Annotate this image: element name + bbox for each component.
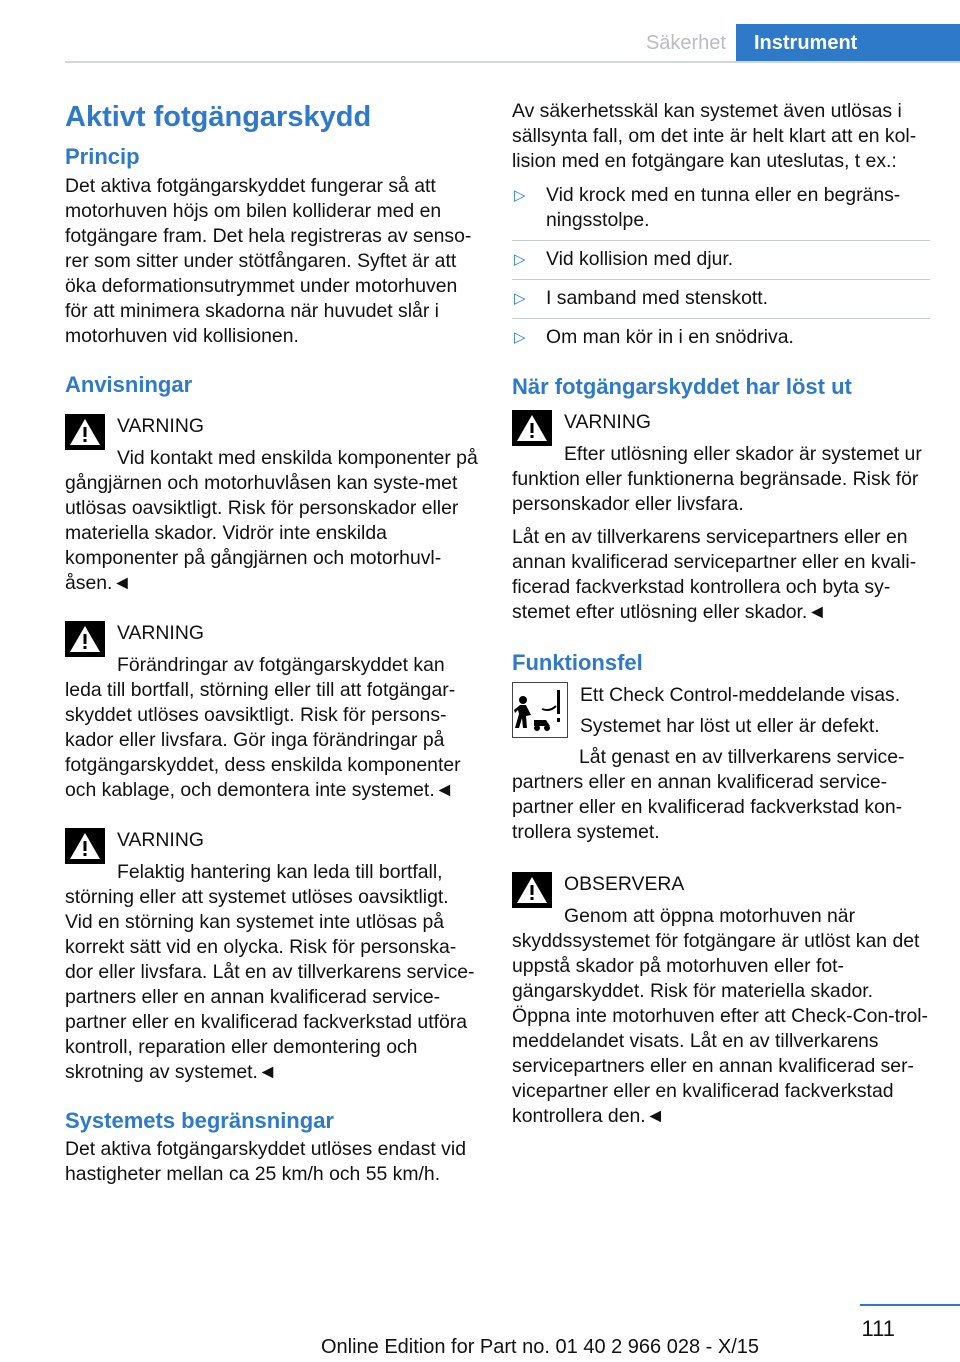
warning-text: Efter utlösning eller skador är systemet ur funktion eller funktionerna begränsade. Risk för personskador eller livsfara. — [512, 443, 922, 515]
list-item-text: Om man kör in i en snödriva. — [546, 326, 794, 348]
header-rule — [65, 61, 960, 63]
list-item — [512, 286, 930, 319]
warning-triangle-icon — [512, 410, 552, 446]
header-tabs — [626, 24, 960, 62]
fel-line-1: Ett Check Control-meddelande visas. — [580, 684, 901, 706]
heading-begransningar: Systemets begränsningar — [65, 1108, 334, 1133]
intro-text: Av säkerhetsskäl kan systemet även utlösas i sällsynta fall, om det inte är helt klart att en kol-lision med en fotgängare kan uteslutas, t ex.: — [512, 100, 917, 172]
page-title: Aktivt fotgängarskydd — [65, 101, 372, 133]
footer-edition: Online Edition for Part no. 01 40 2 966 028 - X/15 — [320, 1336, 760, 1358]
warning-note-3 — [65, 821, 480, 1085]
fel-line-3: Låt genast en av tillverkarens service-partners eller en annan kvalificerad service-partner eller en kvalificerad fackverkstad kon-trollera systemet. — [512, 746, 905, 843]
warning-triangle-icon — [65, 414, 105, 450]
tab-sakerhet[interactable]: Säkerhet — [626, 24, 736, 62]
right-column — [512, 96, 930, 1129]
warning-triangle-icon — [65, 828, 105, 864]
funktionsfel-block — [512, 679, 930, 845]
warning-text: Förändringar av fotgängarskyddet kan leda till bortfall, störning eller till att fotgängar-skyddet utlöses oavsiktligt. Risk för persons-kador eller livsfara. Gör inga förändringar på fotgängarskyddet, dess enskilda komponenter och kablage, och demontera inte systemet.◄ — [65, 654, 461, 801]
heading-funktionsfel: Funktionsfel — [512, 650, 643, 675]
bullet-triangle-icon: ▷ — [514, 251, 526, 268]
begransningar-text: Det aktiva fotgängarskyddet utlöses endast vid hastigheter mellan ca 25 km/h och 55 km/h. — [65, 1138, 466, 1185]
bullet-list — [512, 183, 930, 357]
warning-label: VARNING — [117, 415, 204, 437]
pedestrian-protection-icon — [512, 682, 568, 738]
list-item-text: Vid kollision med djur. — [546, 248, 734, 270]
heading-princip: Princip — [65, 144, 140, 169]
tab-instrument[interactable]: Instrument — [736, 24, 960, 62]
page-number: 111 — [861, 1316, 895, 1341]
bullet-triangle-icon: ▷ — [514, 187, 526, 204]
left-column — [65, 96, 480, 1187]
list-item-text: I samband med stenskott. — [546, 287, 769, 309]
fel-line-2: Systemet har löst ut eller är defekt. — [580, 715, 880, 737]
list-item — [512, 183, 930, 241]
warning-note-2 — [65, 614, 480, 803]
warning-label: VARNING — [117, 622, 204, 644]
warning-note-1 — [65, 407, 480, 596]
heading-lost-ut: När fotgängarskyddet har löst ut — [512, 374, 852, 399]
observera-label: OBSERVERA — [564, 873, 685, 895]
list-item-text: Vid krock med en tunna eller en begräns-ningsstolpe. — [546, 184, 901, 231]
princip-text: Det aktiva fotgängarskyddet fungerar så att motorhuven höjs om bilen kolliderar med en fotgängare fram. Det hela registreras av senso-rer som sitter under stötfångaren. Syftet är att öka deformationsutrymmet under motorhuven för att minimera skadorna när huvudet slår i motorhuven vid kollisionen. — [65, 175, 472, 347]
warning-note-4 — [512, 403, 930, 517]
observera-text: Genom att öppna motorhuven när skyddssystemet för fotgängare är utlöst kan det uppstå skador på motorhuven eller fot-gängarskyddet. Risk för materiella skador. Öppna inte motorhuven efter att Check-Con-trol-meddelandet visats. Låt en av tillverkarens servicepartners eller en annan kvalificerad ser-vicepartner eller en kvalificerad fackverkstad kontrollera den.◄ — [512, 905, 929, 1127]
page-number-rule — [860, 1304, 960, 1306]
lost-text: Låt en av tillverkarens servicepartners eller en annan kvalificerad servicepartner eller en kvali-ficerad fackverkstad kontrollera och byta sy-stemet efter utlösning eller skador.◄ — [512, 526, 917, 623]
warning-label: VARNING — [564, 411, 651, 433]
heading-anvisningar: Anvisningar — [65, 372, 193, 397]
warning-text: Vid kontakt med enskilda komponenter på gångjärnen och motorhuvlåsen kan syste-met utlösas oavsiktligt. Risk för personskador eller materiella skador. Vidrör inte enskilda komponenter på gångjärnen och motorhuvl-åsen.◄ — [65, 447, 478, 594]
bullet-triangle-icon: ▷ — [514, 329, 526, 346]
warning-label: VARNING — [117, 829, 204, 851]
warning-text: Felaktig hantering kan leda till bortfall, störning eller att systemet utlöses oavsiktligt. Vid en störning kan systemet inte utlösas på korrekt sätt vid en olycka. Risk för personska-dor eller livsfara. Låt en av tillverkarens service-partners eller en annan kvalificerad service-partner eller en kvalificerad fackverkstad utföra kontroll, reparation eller demontering och skrotning av systemet.◄ — [65, 861, 475, 1083]
observera-note — [512, 865, 930, 1129]
warning-triangle-icon — [65, 621, 105, 657]
list-item — [512, 325, 930, 357]
warning-triangle-icon — [512, 872, 552, 908]
bullet-triangle-icon: ▷ — [514, 290, 526, 307]
list-item — [512, 247, 930, 280]
